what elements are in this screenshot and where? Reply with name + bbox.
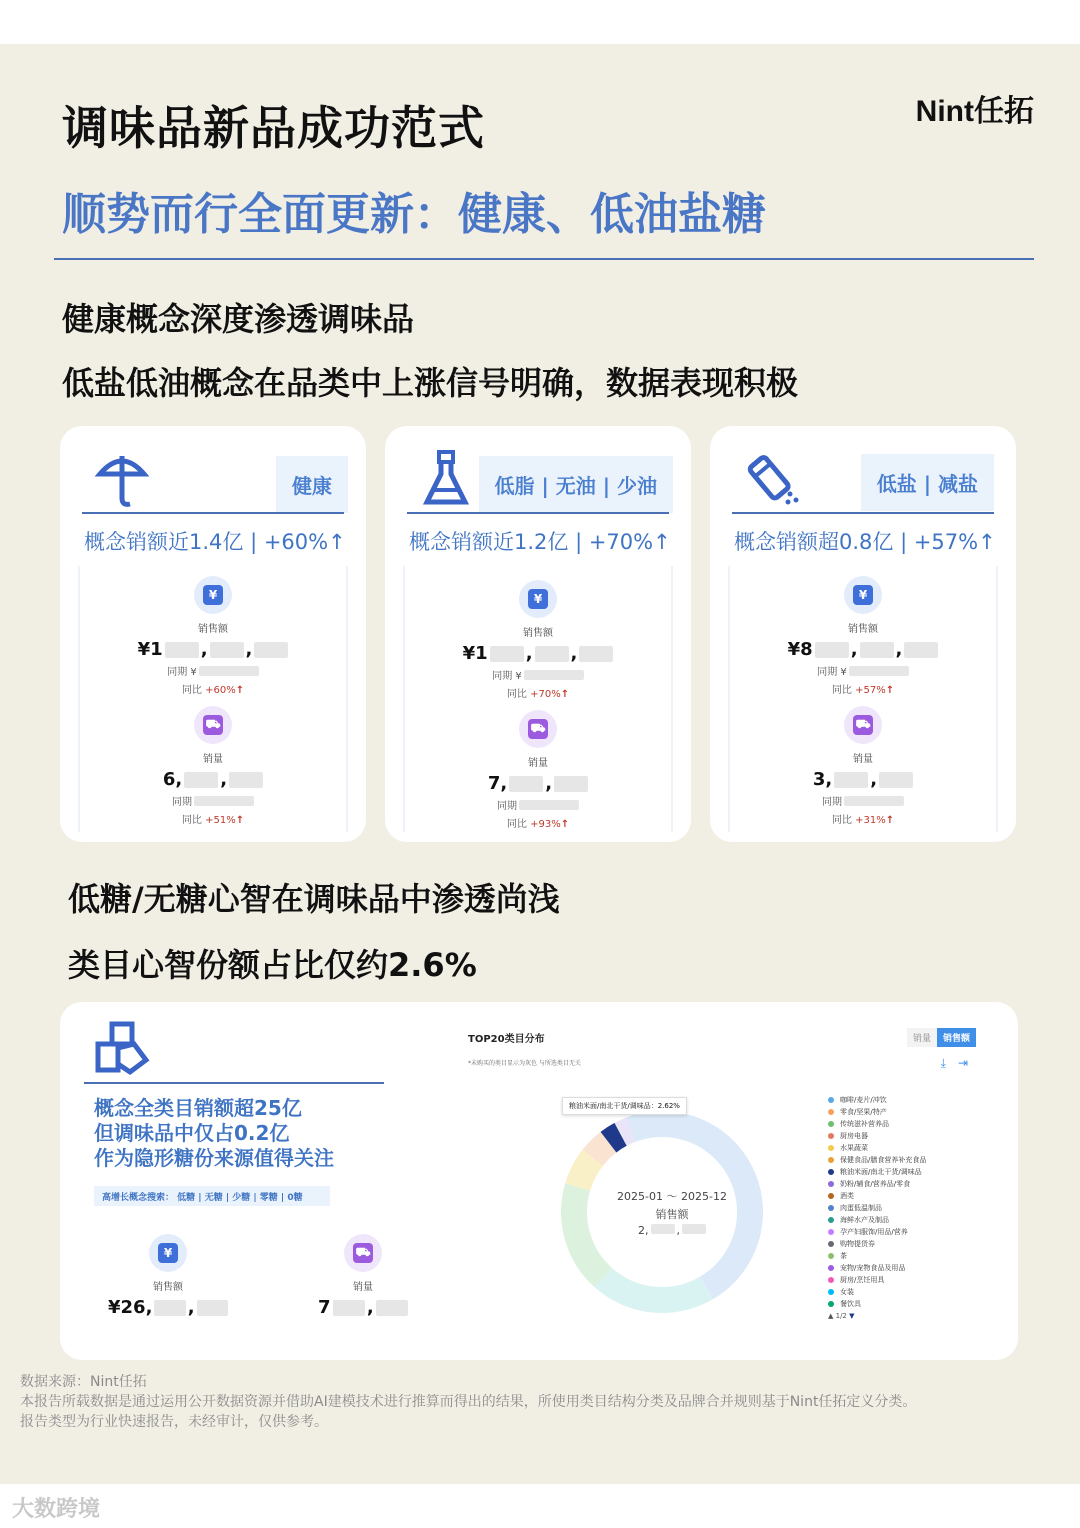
report-page: [0, 44, 1080, 1484]
donut-slice[interactable]: [631, 1124, 671, 1130]
legend-item[interactable]: [828, 1166, 926, 1178]
legend-label: 餐饮具: [840, 1300, 861, 1308]
legend-dot: [828, 1301, 834, 1307]
legend-item[interactable]: [828, 1286, 926, 1298]
qty-value: 6, ,: [80, 769, 346, 790]
card-divider: [407, 512, 669, 514]
footer: [20, 1372, 916, 1432]
sales-label: 销售额: [198, 624, 228, 635]
donut-center: [592, 1188, 752, 1237]
chart-title: TOP20类目分布: [468, 1034, 545, 1045]
yuan-icon: ¥: [519, 580, 557, 618]
sales-metric: [730, 576, 996, 696]
legend-dot: [828, 1109, 834, 1115]
legend-item[interactable]: [828, 1226, 926, 1238]
donut-slice[interactable]: [608, 1134, 620, 1142]
concept-summary: 概念销额超0.8亿 | +57%↑: [734, 530, 996, 554]
center-value: 2, ,: [592, 1224, 752, 1237]
legend-item[interactable]: [828, 1298, 926, 1310]
concept-card-low-salt: [710, 426, 1016, 842]
legend-label: 孕产妇服饰/用品/营养: [840, 1228, 908, 1236]
concept-tag: 健康: [276, 456, 348, 513]
metrics-panel: [403, 566, 673, 832]
legend-dot: [828, 1193, 834, 1199]
card-divider: [82, 512, 344, 514]
cart-icon: ⛟: [844, 706, 882, 744]
metrics-panel: [728, 566, 998, 832]
section1-heading: 健康概念深度渗透调味品: [62, 300, 415, 338]
legend-label: 水果蔬菜: [840, 1144, 868, 1152]
legend-item[interactable]: [828, 1130, 926, 1142]
legend-label: 奶粉/辅食/营养品/零食: [840, 1180, 911, 1188]
legend-label: 购物提货券: [840, 1240, 875, 1248]
export-icon[interactable]: ⇥: [957, 1056, 968, 1070]
legend-dot: [828, 1217, 834, 1223]
legend-label: 茶: [840, 1252, 847, 1260]
yuan-icon: ¥: [844, 576, 882, 614]
qty-label: 销量: [528, 758, 548, 769]
legend-label: 海鲜水产及制品: [840, 1216, 889, 1224]
toggle-qty[interactable]: 销量: [907, 1028, 937, 1047]
qty-value: 7 ,: [318, 1297, 408, 1318]
legend-label: 传统滋补营养品: [840, 1120, 889, 1128]
concept-card-health: [60, 426, 366, 842]
keyword-bar: 高增长概念搜索： 低糖 | 无糖 | 少糖 | 零糖 | 0糖: [94, 1186, 330, 1206]
concept-tag: 低脂 | 无油 | 少油: [479, 456, 673, 513]
legend-item[interactable]: [828, 1178, 926, 1190]
legend-dot: [828, 1253, 834, 1259]
legend-dot: [828, 1157, 834, 1163]
salt-shaker-icon: [744, 448, 800, 508]
legend-label: 女装: [840, 1288, 854, 1296]
sugar-concept-card: [60, 1002, 1018, 1360]
sales-label: 销售额: [153, 1282, 183, 1293]
qty-value: 3, ,: [730, 769, 996, 790]
legend-item[interactable]: [828, 1214, 926, 1226]
legend-item[interactable]: [828, 1142, 926, 1154]
metrics-panel: [78, 566, 348, 832]
legend-item[interactable]: [828, 1250, 926, 1262]
sales-value: ¥8 , ,: [730, 639, 996, 660]
center-label: 销售额: [655, 1208, 689, 1221]
card-divider: [732, 512, 994, 514]
legend-dot: [828, 1229, 834, 1235]
qty-label: 销量: [353, 1282, 373, 1293]
donut-slice[interactable]: [578, 1158, 593, 1187]
concept-summary: 概念销额近1.2亿 | +70%↑: [409, 530, 671, 554]
legend-item[interactable]: [828, 1274, 926, 1286]
sales-yoy: 同比 +70%↑: [506, 689, 570, 700]
legend-label: 厨房电器: [840, 1132, 868, 1140]
blocks-icon: [94, 1020, 150, 1076]
donut-slice[interactable]: [621, 1130, 631, 1135]
metric-toggle[interactable]: [907, 1028, 976, 1047]
legend-pager[interactable]: ▲ 1/2 ▼: [828, 1312, 855, 1320]
legend-label: 宠物/宠物食品及用品: [840, 1264, 906, 1272]
chart-legend: [828, 1094, 926, 1310]
concept-text: 概念全类目销额超25亿 但调味品中仅占0.2亿 作为隐形糖份来源值得关注: [94, 1096, 334, 1170]
legend-item[interactable]: [828, 1202, 926, 1214]
legend-dot: [828, 1121, 834, 1127]
qty-label: 销量: [853, 754, 873, 765]
legend-label: 咖啡/麦片/冲饮: [840, 1096, 887, 1104]
sales-prev: 同期 ¥: [730, 663, 996, 678]
legend-item[interactable]: [828, 1238, 926, 1250]
legend-label: 厨房/烹饪用具: [840, 1276, 885, 1284]
footer-source: 数据来源：Nint任拓: [20, 1374, 147, 1390]
qty-prev: 同期: [405, 797, 671, 812]
yuan-icon: ¥: [149, 1234, 187, 1272]
legend-item[interactable]: [828, 1190, 926, 1202]
sales-prev: 同期 ¥: [405, 667, 671, 682]
sales-yoy: 同比 +57%↑: [831, 685, 895, 696]
sales-prev: 同期 ¥: [80, 663, 346, 678]
cart-icon: ⛟: [194, 706, 232, 744]
legend-dot: [828, 1277, 834, 1283]
legend-label: 零食/坚果/特产: [840, 1108, 887, 1116]
legend-label: 肉蛋低温制品: [840, 1204, 882, 1212]
section2-heading: 低糖/无糖心智在调味品中渗透尚浅: [68, 880, 560, 918]
qty-metric: [405, 710, 671, 830]
sales-label: 销售额: [523, 628, 553, 639]
footer-note: 报告类型为行业快速报告，未经审计，仅供参考。: [20, 1414, 328, 1430]
legend-dot: [828, 1181, 834, 1187]
sales-yoy: 同比 +60%↑: [181, 685, 245, 696]
legend-label: 保健食品/膳食营养补充食品: [840, 1156, 927, 1164]
sales-value: ¥1 , ,: [405, 643, 671, 664]
legend-item[interactable]: [828, 1154, 926, 1166]
footer-disclaimer: 本报告所载数据是通过运用公开数据资源并借助AI建模技术进行推算而得出的结果，所使用类目结构分类及品牌合并规则基于Nint任拓定义分类。: [20, 1394, 917, 1410]
header-divider: [54, 258, 1034, 260]
donut-slice[interactable]: [603, 1278, 706, 1300]
legend-dot: [828, 1133, 834, 1139]
chart-tooltip: 粮油米面/南北干货/调味品：2.62%: [562, 1097, 687, 1115]
qty-yoy: 同比 +31%↑: [831, 815, 895, 826]
concept-card-low-fat: [385, 426, 691, 842]
qty-prev: 同期: [730, 793, 996, 808]
sales-metric: [405, 580, 671, 700]
qty-label: 销量: [203, 754, 223, 765]
qty-value: 7, ,: [405, 773, 671, 794]
concept-tag: 低盐 | 减盐: [861, 454, 994, 511]
legend-dot: [828, 1169, 834, 1175]
legend-label: 酒类: [840, 1192, 854, 1200]
chart-note: *未购买的类目显示为灰色 与所选类目无关: [468, 1060, 581, 1067]
page-subtitle: 顺势而行全面更新：健康、低油盐糖: [62, 189, 766, 240]
section1-subheading: 低盐低油概念在品类中上涨信号明确，数据表现积极: [62, 364, 799, 402]
sales-metric: [80, 576, 346, 696]
oil-bottle-icon: [419, 448, 475, 508]
sales-value: ¥1 , ,: [80, 639, 346, 660]
page-title: 调味品新品成功范式: [62, 101, 485, 155]
card-divider: [84, 1082, 384, 1084]
legend-dot: [828, 1145, 834, 1151]
sales-label: 销售额: [848, 624, 878, 635]
cart-icon: ⛟: [519, 710, 557, 748]
download-icon[interactable]: ⤓: [940, 1056, 946, 1070]
section2-subheading: 类目心智份额占比仅约2.6%: [68, 946, 477, 984]
legend-item[interactable]: [828, 1118, 926, 1130]
center-date: 2025-01 ～ 2025-12: [617, 1190, 727, 1203]
cart-icon: ⛟: [344, 1234, 382, 1272]
concept-summary: 概念销额近1.4亿 | +60%↑: [84, 530, 346, 554]
legend-item[interactable]: [828, 1262, 926, 1274]
chart-actions: [941, 1056, 968, 1071]
legend-dot: [828, 1241, 834, 1247]
qty-metric: [80, 706, 346, 826]
qty-yoy: 同比 +51%↑: [181, 815, 245, 826]
toggle-sales[interactable]: 销售额: [937, 1028, 976, 1047]
nint-logo: Nint任拓: [915, 95, 1034, 128]
umbrella-icon: [94, 448, 150, 508]
sales-value: ¥26, ,: [108, 1297, 228, 1318]
legend-item[interactable]: [828, 1106, 926, 1118]
legend-dot: [828, 1289, 834, 1295]
sales-metric: [108, 1234, 228, 1318]
legend-dot: [828, 1205, 834, 1211]
qty-yoy: 同比 +93%↑: [506, 819, 570, 830]
watermark: 大数跨境: [12, 1497, 101, 1522]
yuan-icon: ¥: [194, 576, 232, 614]
legend-item[interactable]: [828, 1094, 926, 1106]
donut-slice[interactable]: [593, 1142, 609, 1158]
qty-prev: 同期: [80, 793, 346, 808]
legend-label: 粮油米面/南北干货/调味品: [840, 1168, 922, 1176]
qty-metric: [730, 706, 996, 826]
legend-dot: [828, 1265, 834, 1271]
legend-dot: [828, 1097, 834, 1103]
qty-metric: [318, 1234, 408, 1318]
